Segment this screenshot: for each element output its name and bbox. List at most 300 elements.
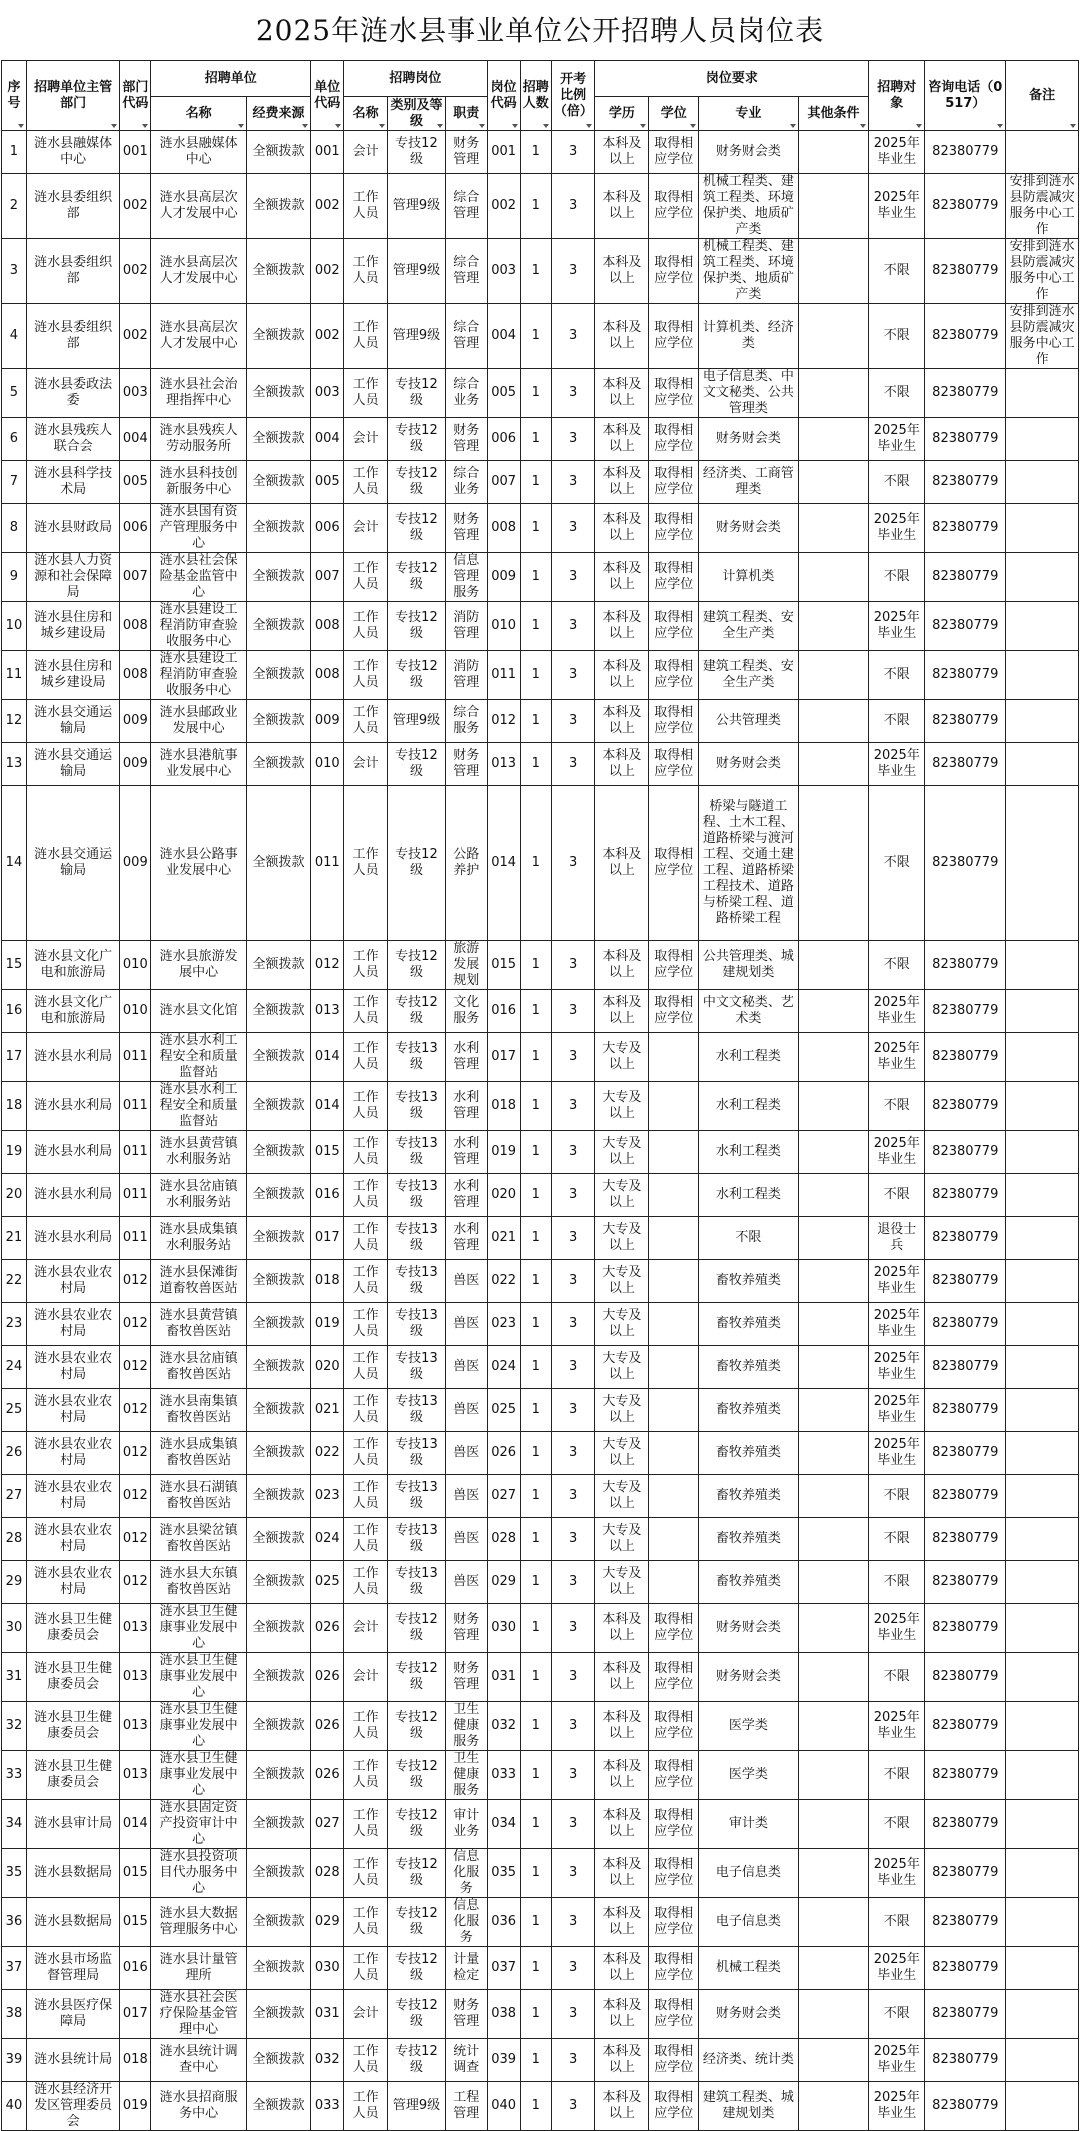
cell-duty: 综合服务	[446, 700, 488, 743]
cell-post-name: 工作人员	[344, 1217, 388, 1260]
cell-count: 1	[520, 461, 551, 504]
cell-edu: 本科及以上	[595, 990, 649, 1033]
cell-note	[1006, 651, 1079, 700]
cell-degree: 取得相应学位	[649, 418, 699, 461]
cell-post-level: 专技13级	[387, 1260, 445, 1303]
cell-ratio: 3	[551, 1475, 595, 1518]
cell-degree: 取得相应学位	[649, 1947, 699, 1990]
cell-major: 计算机类、经济类	[699, 304, 799, 369]
cell-dept: 涟水县水利局	[26, 1082, 119, 1131]
cell-post-code: 036	[487, 1898, 520, 1947]
cell-unit-code: 001	[311, 131, 344, 174]
cell-dept: 涟水县卫生健康委员会	[26, 1751, 119, 1800]
cell-post-name: 会计	[344, 743, 388, 786]
cell-fund: 全额拨款	[246, 1131, 310, 1174]
cell-count: 1	[520, 700, 551, 743]
header-target[interactable]: 招聘对象	[869, 61, 925, 131]
cell-target: 2025年毕业生	[869, 1260, 925, 1303]
cell-seq: 33	[2, 1751, 27, 1800]
cell-note	[1006, 786, 1079, 941]
cell-duty: 兽医	[446, 1561, 488, 1604]
table-row	[2, 1990, 1079, 2039]
table-row	[2, 1303, 1079, 1346]
cell-post-code: 024	[487, 1346, 520, 1389]
cell-count: 1	[520, 1260, 551, 1303]
cell-count: 1	[520, 2039, 551, 2082]
cell-unit-name: 涟水县黄营镇水利服务站	[151, 1131, 246, 1174]
cell-note	[1006, 1131, 1079, 1174]
cell-unit-name: 涟水县石湖镇畜牧兽医站	[151, 1475, 246, 1518]
cell-ratio: 3	[551, 1561, 595, 1604]
cell-unit-name: 涟水县建设工程消防审查验收服务中心	[151, 651, 246, 700]
cell-degree: 取得相应学位	[649, 1990, 699, 2039]
cell-fund: 全额拨款	[246, 461, 310, 504]
cell-phone: 82380779	[925, 504, 1006, 553]
cell-seq: 37	[2, 1947, 27, 1990]
cell-unit-name: 涟水县大东镇畜牧兽医站	[151, 1561, 246, 1604]
cell-ratio: 3	[551, 700, 595, 743]
cell-other	[798, 651, 869, 700]
cell-target: 不限	[869, 1653, 925, 1702]
cell-unit-name: 涟水县成集镇畜牧兽医站	[151, 1432, 246, 1475]
cell-post-name: 会计	[344, 1653, 388, 1702]
cell-ratio: 3	[551, 1702, 595, 1751]
cell-ratio: 3	[551, 461, 595, 504]
cell-edu: 本科及以上	[595, 1800, 649, 1849]
cell-post-code: 038	[487, 1990, 520, 2039]
cell-dept-code: 006	[120, 504, 151, 553]
header-post-name[interactable]: 名称	[344, 97, 388, 131]
cell-target: 不限	[869, 1990, 925, 2039]
cell-phone: 82380779	[925, 990, 1006, 1033]
cell-edu: 大专及以上	[595, 1217, 649, 1260]
cell-dept-code: 003	[120, 369, 151, 418]
cell-target: 不限	[869, 700, 925, 743]
cell-dept: 涟水县交通运输局	[26, 786, 119, 941]
cell-phone: 82380779	[925, 418, 1006, 461]
cell-post-name: 会计	[344, 504, 388, 553]
cell-phone: 82380779	[925, 553, 1006, 602]
cell-edu: 大专及以上	[595, 1561, 649, 1604]
cell-dept: 涟水县水利局	[26, 1131, 119, 1174]
cell-edu: 大专及以上	[595, 1475, 649, 1518]
cell-count: 1	[520, 1174, 551, 1217]
cell-major: 机械工程类、建筑工程类、环境保护类、地质矿产类	[699, 239, 799, 304]
cell-edu: 本科及以上	[595, 786, 649, 941]
cell-post-code: 034	[487, 1800, 520, 1849]
cell-unit-name: 涟水县黄营镇畜牧兽医站	[151, 1303, 246, 1346]
cell-other	[798, 1604, 869, 1653]
cell-ratio: 3	[551, 651, 595, 700]
cell-seq: 16	[2, 990, 27, 1033]
cell-fund: 全额拨款	[246, 1849, 310, 1898]
cell-post-code: 023	[487, 1303, 520, 1346]
cell-degree	[649, 1346, 699, 1389]
cell-post-code: 019	[487, 1131, 520, 1174]
table-row	[2, 1082, 1079, 1131]
cell-dept-code: 012	[120, 1561, 151, 1604]
cell-target: 不限	[869, 1518, 925, 1561]
cell-phone: 82380779	[925, 651, 1006, 700]
cell-edu: 本科及以上	[595, 2039, 649, 2082]
cell-target: 不限	[869, 1561, 925, 1604]
cell-degree: 取得相应学位	[649, 553, 699, 602]
cell-major: 畜牧养殖类	[699, 1432, 799, 1475]
cell-note: 安排到涟水县防震减灾服务中心工作	[1006, 174, 1079, 239]
cell-fund: 全额拨款	[246, 2082, 310, 2131]
cell-dept: 涟水县农业农村局	[26, 1346, 119, 1389]
cell-post-level: 专技12级	[387, 418, 445, 461]
cell-ratio: 3	[551, 1033, 595, 1082]
cell-degree: 取得相应学位	[649, 504, 699, 553]
cell-post-name: 工作人员	[344, 1800, 388, 1849]
cell-post-code: 027	[487, 1475, 520, 1518]
cell-post-name: 工作人员	[344, 304, 388, 369]
cell-unit-name: 涟水县残疾人劳动服务所	[151, 418, 246, 461]
cell-note	[1006, 2039, 1079, 2082]
cell-unit-code: 027	[311, 1800, 344, 1849]
cell-seq: 28	[2, 1518, 27, 1561]
cell-edu: 本科及以上	[595, 1751, 649, 1800]
cell-dept-code: 015	[120, 1849, 151, 1898]
cell-fund: 全额拨款	[246, 504, 310, 553]
cell-degree: 取得相应学位	[649, 1604, 699, 1653]
cell-post-code: 011	[487, 651, 520, 700]
cell-phone: 82380779	[925, 1702, 1006, 1751]
cell-seq: 14	[2, 786, 27, 941]
cell-post-code: 006	[487, 418, 520, 461]
cell-major: 计算机类	[699, 553, 799, 602]
cell-dept-code: 012	[120, 1475, 151, 1518]
cell-target: 不限	[869, 1082, 925, 1131]
cell-duty: 水利管理	[446, 1131, 488, 1174]
cell-ratio: 3	[551, 553, 595, 602]
header-edu[interactable]: 学历	[595, 97, 649, 131]
header-fund[interactable]: 经费来源	[246, 97, 310, 131]
header-note[interactable]: 备注	[1006, 61, 1079, 131]
cell-unit-code: 017	[311, 1217, 344, 1260]
cell-major: 审计类	[699, 1800, 799, 1849]
header-other[interactable]: 其他条件	[798, 97, 869, 131]
cell-count: 1	[520, 1702, 551, 1751]
cell-note	[1006, 1751, 1079, 1800]
cell-dept: 涟水县农业农村局	[26, 1518, 119, 1561]
cell-major: 畜牧养殖类	[699, 1518, 799, 1561]
cell-post-name: 工作人员	[344, 1849, 388, 1898]
header-duty[interactable]: 职责	[446, 97, 488, 131]
cell-dept-code: 009	[120, 743, 151, 786]
cell-note	[1006, 1653, 1079, 1702]
cell-dept-code: 005	[120, 461, 151, 504]
cell-unit-name: 涟水县卫生健康事业发展中心	[151, 1751, 246, 1800]
cell-edu: 大专及以上	[595, 1033, 649, 1082]
cell-ratio: 3	[551, 602, 595, 651]
cell-dept: 涟水县委组织部	[26, 239, 119, 304]
cell-dept-code: 013	[120, 1702, 151, 1751]
cell-post-level: 专技13级	[387, 1174, 445, 1217]
cell-unit-name: 涟水县招商服务中心	[151, 2082, 246, 2131]
cell-note	[1006, 1849, 1079, 1898]
cell-post-name: 工作人员	[344, 1260, 388, 1303]
cell-dept-code: 013	[120, 1751, 151, 1800]
cell-unit-code: 031	[311, 1990, 344, 2039]
cell-fund: 全额拨款	[246, 1303, 310, 1346]
cell-dept: 涟水县农业农村局	[26, 1260, 119, 1303]
cell-post-name: 会计	[344, 131, 388, 174]
header-degree[interactable]: 学位	[649, 97, 699, 131]
cell-dept: 涟水县卫生健康委员会	[26, 1702, 119, 1751]
cell-degree	[649, 1561, 699, 1604]
header-dept[interactable]: 招聘单位主管部门	[26, 61, 119, 131]
cell-dept-code: 014	[120, 1800, 151, 1849]
cell-degree: 取得相应学位	[649, 174, 699, 239]
cell-unit-name: 涟水县卫生健康事业发展中心	[151, 1653, 246, 1702]
cell-post-level: 专技13级	[387, 1389, 445, 1432]
header-count[interactable]: 招聘人数	[520, 61, 551, 131]
cell-seq: 1	[2, 131, 27, 174]
cell-post-name: 工作人员	[344, 941, 388, 990]
cell-dept: 涟水县市场监督管理局	[26, 1947, 119, 1990]
cell-unit-code: 012	[311, 941, 344, 990]
cell-fund: 全额拨款	[246, 1947, 310, 1990]
table-row	[2, 1131, 1079, 1174]
cell-duty: 兽医	[446, 1518, 488, 1561]
header-post-level[interactable]: 类别及等级	[387, 97, 445, 131]
cell-degree: 取得相应学位	[649, 651, 699, 700]
cell-phone: 82380779	[925, 1033, 1006, 1082]
cell-post-name: 工作人员	[344, 1033, 388, 1082]
cell-phone: 82380779	[925, 700, 1006, 743]
cell-post-name: 工作人员	[344, 1947, 388, 1990]
cell-ratio: 3	[551, 239, 595, 304]
table-row	[2, 1653, 1079, 1702]
cell-count: 1	[520, 1475, 551, 1518]
cell-edu: 本科及以上	[595, 1947, 649, 1990]
cell-dept-code: 002	[120, 304, 151, 369]
cell-post-code: 026	[487, 1432, 520, 1475]
cell-phone: 82380779	[925, 1174, 1006, 1217]
cell-degree: 取得相应学位	[649, 700, 699, 743]
cell-degree	[649, 1260, 699, 1303]
cell-other	[798, 1898, 869, 1947]
cell-unit-code: 030	[311, 1947, 344, 1990]
cell-dept-code: 016	[120, 1947, 151, 1990]
cell-unit-code: 011	[311, 786, 344, 941]
header-unit-code[interactable]: 单位代码	[311, 61, 344, 131]
cell-dept: 涟水县委政法委	[26, 369, 119, 418]
cell-seq: 12	[2, 700, 27, 743]
cell-phone: 82380779	[925, 1751, 1006, 1800]
cell-unit-name: 涟水县南集镇畜牧兽医站	[151, 1389, 246, 1432]
cell-seq: 4	[2, 304, 27, 369]
header-ratio[interactable]: 开考比例（倍）	[551, 61, 595, 131]
cell-duty: 旅游发展规划	[446, 941, 488, 990]
cell-duty: 综合管理	[446, 239, 488, 304]
cell-post-level: 专技13级	[387, 1033, 445, 1082]
cell-unit-code: 021	[311, 1389, 344, 1432]
cell-ratio: 3	[551, 1389, 595, 1432]
cell-duty: 兽医	[446, 1389, 488, 1432]
cell-unit-name: 涟水县大数据管理服务中心	[151, 1898, 246, 1947]
cell-fund: 全额拨款	[246, 990, 310, 1033]
cell-count: 1	[520, 1131, 551, 1174]
cell-duty: 信息化服务	[446, 1849, 488, 1898]
table-row	[2, 1604, 1079, 1653]
cell-dept-code: 001	[120, 131, 151, 174]
cell-note	[1006, 941, 1079, 990]
cell-major: 畜牧养殖类	[699, 1475, 799, 1518]
cell-post-level: 专技13级	[387, 1217, 445, 1260]
cell-degree: 取得相应学位	[649, 304, 699, 369]
cell-post-level: 专技12级	[387, 2039, 445, 2082]
table-row	[2, 1346, 1079, 1389]
cell-dept: 涟水县委组织部	[26, 174, 119, 239]
cell-major: 建筑工程类、城建规划类	[699, 2082, 799, 2131]
cell-dept-code: 012	[120, 1432, 151, 1475]
cell-unit-name: 涟水县计量管理所	[151, 1947, 246, 1990]
cell-ratio: 3	[551, 1990, 595, 2039]
cell-count: 1	[520, 174, 551, 239]
cell-seq: 3	[2, 239, 27, 304]
cell-unit-code: 032	[311, 2039, 344, 2082]
cell-edu: 大专及以上	[595, 1131, 649, 1174]
cell-count: 1	[520, 1389, 551, 1432]
cell-ratio: 3	[551, 174, 595, 239]
cell-other	[798, 941, 869, 990]
cell-unit-code: 023	[311, 1475, 344, 1518]
table-row	[2, 369, 1079, 418]
cell-duty: 工程管理	[446, 2082, 488, 2131]
cell-duty: 兽医	[446, 1260, 488, 1303]
cell-major: 水利工程类	[699, 1033, 799, 1082]
cell-other	[798, 1518, 869, 1561]
header-phone[interactable]: 咨询电话（0517）	[925, 61, 1006, 131]
cell-degree: 取得相应学位	[649, 1800, 699, 1849]
cell-other	[798, 1751, 869, 1800]
cell-other	[798, 1653, 869, 1702]
cell-post-code: 001	[487, 131, 520, 174]
cell-post-level: 专技12级	[387, 1947, 445, 1990]
cell-unit-code: 024	[311, 1518, 344, 1561]
cell-edu: 本科及以上	[595, 174, 649, 239]
cell-target: 2025年毕业生	[869, 743, 925, 786]
cell-note: 安排到涟水县防震减灾服务中心工作	[1006, 239, 1079, 304]
cell-dept-code: 010	[120, 990, 151, 1033]
cell-fund: 全额拨款	[246, 1346, 310, 1389]
cell-target: 2025年毕业生	[869, 1346, 925, 1389]
table-row	[2, 786, 1079, 941]
cell-duty: 兽医	[446, 1346, 488, 1389]
cell-major: 建筑工程类、安全生产类	[699, 651, 799, 700]
cell-post-code: 004	[487, 304, 520, 369]
cell-edu: 本科及以上	[595, 1604, 649, 1653]
cell-other	[798, 553, 869, 602]
cell-target: 不限	[869, 1800, 925, 1849]
cell-dept-code: 011	[120, 1131, 151, 1174]
cell-dept: 涟水县卫生健康委员会	[26, 1604, 119, 1653]
cell-dept-code: 007	[120, 553, 151, 602]
cell-fund: 全额拨款	[246, 1898, 310, 1947]
cell-post-code: 014	[487, 786, 520, 941]
cell-seq: 9	[2, 553, 27, 602]
cell-count: 1	[520, 1217, 551, 1260]
cell-dept: 涟水县融媒体中心	[26, 131, 119, 174]
cell-unit-code: 010	[311, 743, 344, 786]
cell-ratio: 3	[551, 1653, 595, 1702]
cell-ratio: 3	[551, 1131, 595, 1174]
table-row	[2, 1475, 1079, 1518]
cell-dept: 涟水县数据局	[26, 1849, 119, 1898]
cell-post-code: 029	[487, 1561, 520, 1604]
cell-dept-code: 010	[120, 941, 151, 990]
cell-fund: 全额拨款	[246, 369, 310, 418]
cell-other	[798, 1303, 869, 1346]
cell-count: 1	[520, 602, 551, 651]
table-header	[2, 61, 1079, 131]
cell-unit-code: 025	[311, 1561, 344, 1604]
cell-note	[1006, 1947, 1079, 1990]
cell-post-code: 016	[487, 990, 520, 1033]
cell-other	[798, 743, 869, 786]
cell-edu: 本科及以上	[595, 369, 649, 418]
header-seq[interactable]: 序号	[2, 61, 27, 131]
cell-fund: 全额拨款	[246, 553, 310, 602]
cell-target: 不限	[869, 553, 925, 602]
cell-post-code: 018	[487, 1082, 520, 1131]
table-row	[2, 504, 1079, 553]
cell-post-name: 会计	[344, 1990, 388, 2039]
cell-unit-name: 涟水县高层次人才发展中心	[151, 174, 246, 239]
cell-phone: 82380779	[925, 461, 1006, 504]
cell-post-name: 工作人员	[344, 174, 388, 239]
cell-fund: 全额拨款	[246, 1082, 310, 1131]
table-row	[2, 1800, 1079, 1849]
header-major[interactable]: 专业	[699, 97, 799, 131]
header-unit-name[interactable]: 名称	[151, 97, 246, 131]
cell-target: 不限	[869, 941, 925, 990]
cell-unit-code: 014	[311, 1033, 344, 1082]
cell-ratio: 3	[551, 418, 595, 461]
cell-post-name: 会计	[344, 418, 388, 461]
cell-dept-code: 012	[120, 1260, 151, 1303]
cell-phone: 82380779	[925, 1800, 1006, 1849]
cell-duty: 水利管理	[446, 1217, 488, 1260]
cell-target: 2025年毕业生	[869, 418, 925, 461]
cell-ratio: 3	[551, 304, 595, 369]
header-dept-code[interactable]: 部门代码	[120, 61, 151, 131]
cell-phone: 82380779	[925, 602, 1006, 651]
cell-post-code: 035	[487, 1849, 520, 1898]
table-row	[2, 2082, 1079, 2131]
cell-edu: 本科及以上	[595, 304, 649, 369]
cell-unit-code: 004	[311, 418, 344, 461]
cell-unit-code: 018	[311, 1260, 344, 1303]
cell-fund: 全额拨款	[246, 304, 310, 369]
cell-unit-code: 002	[311, 304, 344, 369]
cell-edu: 本科及以上	[595, 700, 649, 743]
cell-phone: 82380779	[925, 369, 1006, 418]
cell-degree	[649, 1389, 699, 1432]
cell-target: 退役士兵	[869, 1217, 925, 1260]
cell-ratio: 3	[551, 131, 595, 174]
cell-other	[798, 1702, 869, 1751]
cell-post-code: 003	[487, 239, 520, 304]
cell-fund: 全额拨款	[246, 602, 310, 651]
header-post-code[interactable]: 岗位代码	[487, 61, 520, 131]
cell-count: 1	[520, 418, 551, 461]
cell-edu: 本科及以上	[595, 941, 649, 990]
cell-note: 安排到涟水县防震减灾服务中心工作	[1006, 304, 1079, 369]
